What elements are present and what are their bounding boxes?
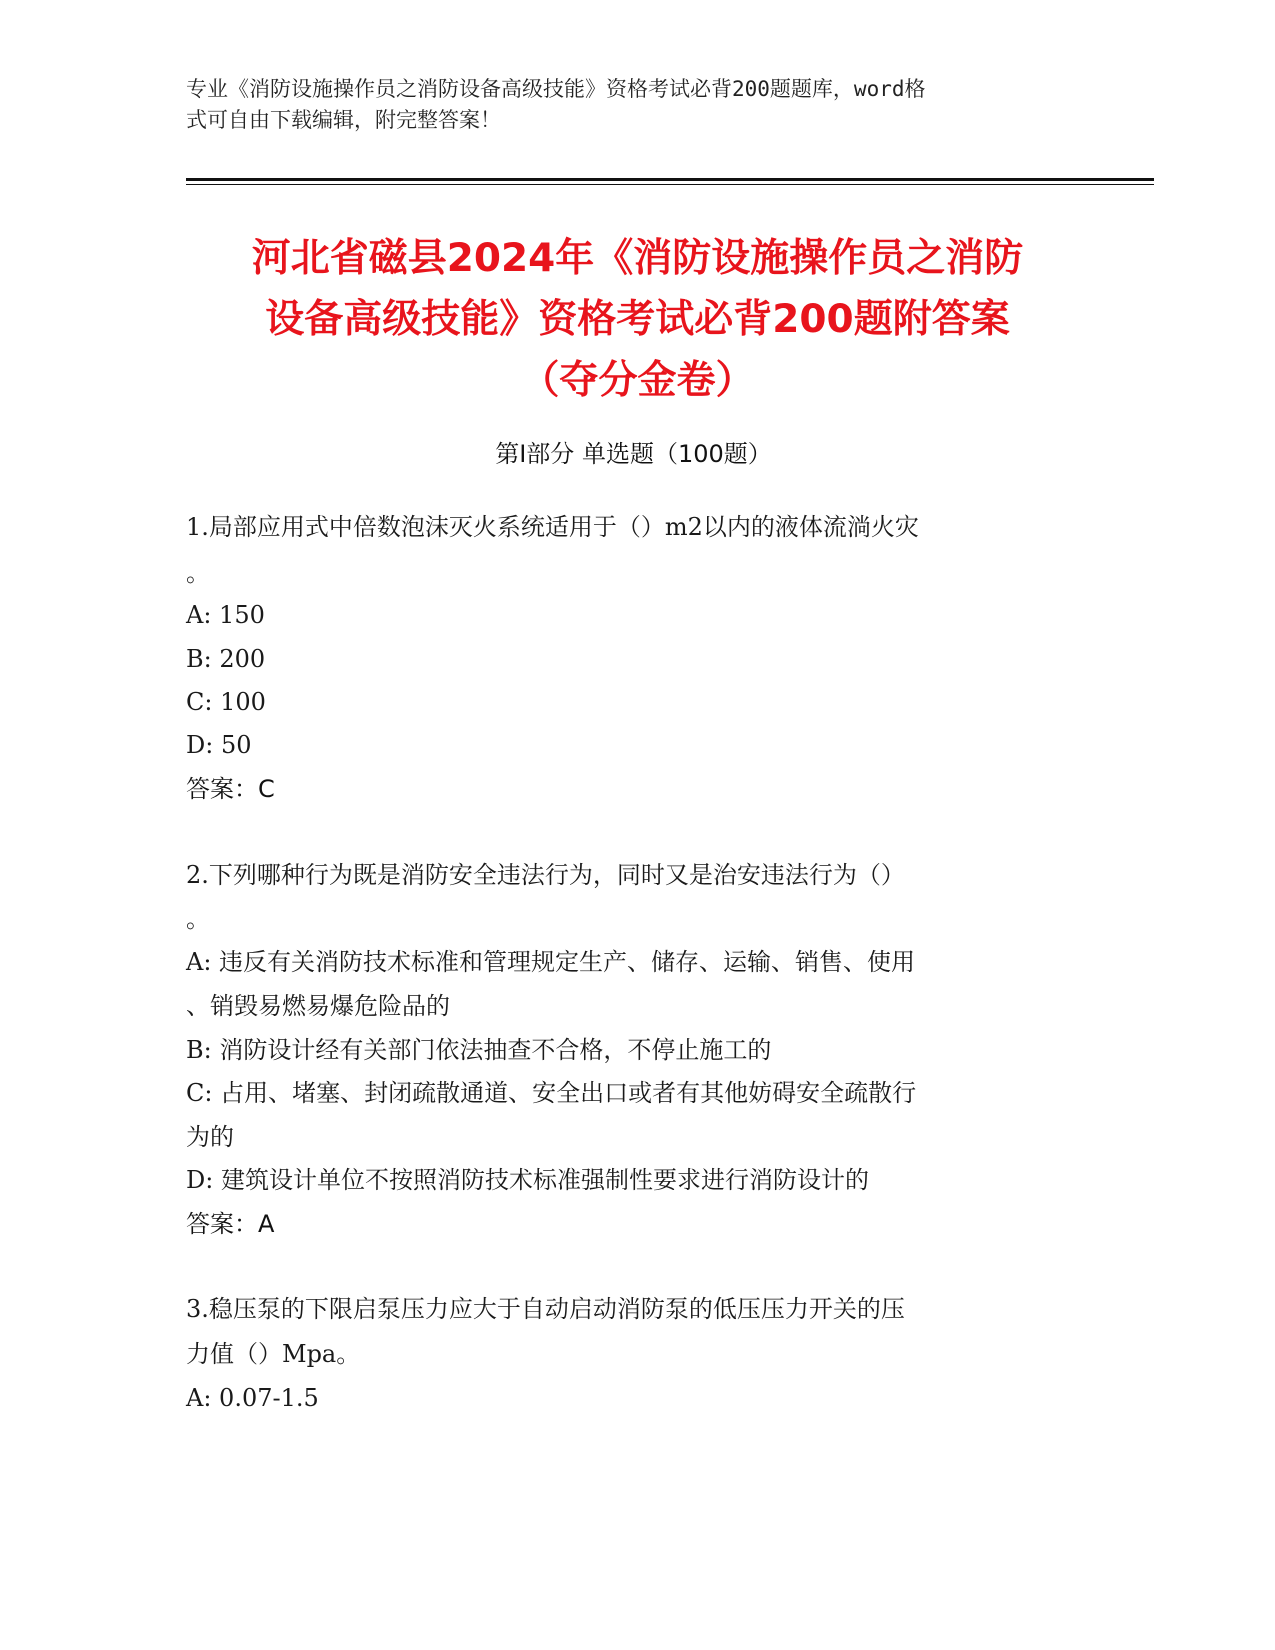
title-line: 河北省磁县2024年《消防设施操作员之消防 [251,236,1024,281]
question-stem-continuation: 。 [186,559,210,587]
header-note-line: 专业《消防设施操作员之消防设备高级技能》资格考试必背200题题库，word格 [186,77,926,101]
answer-line: 答案：A [186,1210,275,1238]
option-a-continuation: 、销毁易燃易爆危险品的 [186,992,450,1020]
option-d: D: 50 [186,731,252,759]
question-stem-continuation: 。 [186,905,210,933]
question-stem-continuation: 力值（）Mpa。 [186,1340,361,1368]
document-title [160,228,1115,411]
option-a: A: 违反有关消防技术标准和管理规定生产、储存、运输、销售、使用 [186,948,916,976]
question-stem: 1.局部应用式中倍数泡沫灭火系统适用于（）m2以内的液体流淌火灾 [186,513,919,541]
answer-line: 答案：C [186,775,275,803]
header-divider-thin [186,184,1154,185]
title-line: 设备高级技能》资格考试必背200题附答案 [265,297,1010,342]
title-line: （夺分金卷） [520,358,755,403]
option-b: B: 消防设计经有关部门依法抽查不合格，不停止施工的 [186,1036,772,1064]
header-note-line: 式可自由下载编辑，附完整答案！ [186,108,501,132]
option-c: C: 100 [186,688,266,716]
header-divider-thick [186,178,1154,181]
section-heading: 第Ⅰ部分 单选题（100题） [495,440,772,468]
header-note [186,74,1066,136]
option-a: A: 150 [186,601,265,629]
option-b: B: 200 [186,645,266,673]
question-stem: 3.稳压泵的下限启泵压力应大于自动启动消防泵的低压压力开关的压 [186,1295,905,1323]
option-c: C: 占用、堵塞、封闭疏散通道、安全出口或者有其他妨碍安全疏散行 [186,1079,917,1107]
option-c-continuation: 为的 [186,1123,234,1151]
option-d: D: 建筑设计单位不按照消防技术标准强制性要求进行消防设计的 [186,1166,869,1194]
question-stem: 2.下列哪种行为既是消防安全违法行为，同时又是治安违法行为（） [186,861,905,889]
option-a: A: 0.07-1.5 [186,1384,319,1412]
